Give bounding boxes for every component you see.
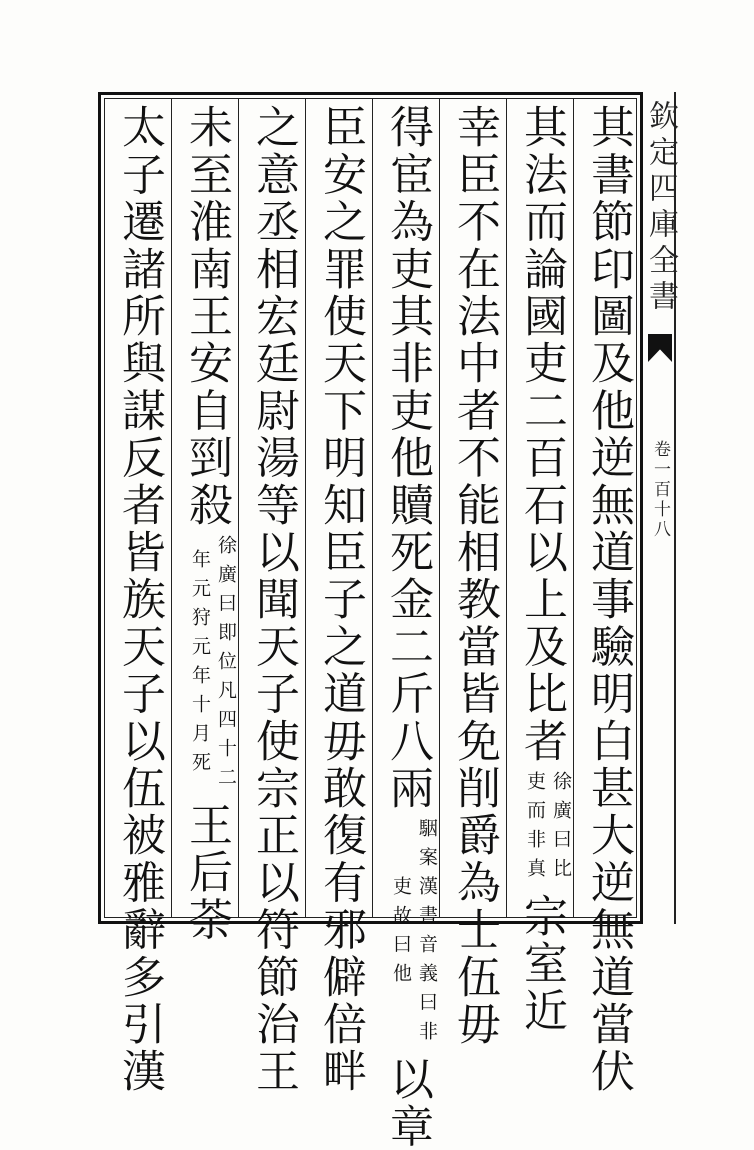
column-text: 得宦為吏其非吏他贖死金二斤八兩 [382, 104, 433, 812]
juan-number: 卷一百十八 [650, 440, 670, 540]
text-column-6 [243, 104, 303, 1096]
column-divider [372, 98, 373, 918]
book-title: 欽定四庫全書 [643, 100, 678, 316]
text-column-1 [578, 104, 638, 1096]
column-text: 其書節印圖及他逆無道事驗明白甚大逆無道當伏 [583, 104, 634, 1096]
text-column-5 [310, 104, 370, 1096]
column-divider [439, 98, 440, 918]
note-line-left: 年元狩元年十月死 [189, 549, 211, 782]
column-text: 未至淮南王安自剄殺 [181, 104, 232, 529]
fishtail-mark [648, 334, 672, 362]
column-text-tail: 以章 [382, 1056, 433, 1150]
text-column-3 [444, 104, 504, 1048]
column-divider [171, 98, 172, 918]
text-column-4 [377, 104, 438, 1150]
column-text-tail: 宗室近 [516, 892, 567, 1035]
column-divider [238, 98, 239, 918]
text-column-7 [176, 104, 237, 944]
column-text: 太子遷諸所與謀反者皆族天子以伍被雅辭多引漢 [114, 104, 165, 1096]
column-text: 幸臣不在法中者不能相教當皆免削爵為士伍毋 [449, 104, 500, 1048]
column-text: 其法而論國吏二百石以上及比者 [516, 104, 567, 765]
text-column-2 [511, 104, 572, 1035]
note-line-right: 徐廣曰比 [550, 770, 572, 887]
text-column-8 [109, 104, 169, 1096]
column-text: 臣安之罪使天下明知臣子之道毋敢復有邪僻倍畔 [315, 104, 366, 1096]
column-text: 之意丞相宏廷尉湯等以聞天子使宗正以符節治王 [248, 104, 299, 1096]
column-divider [573, 98, 574, 918]
note-line-right: 徐廣曰即位凡四十二 [215, 534, 237, 796]
commentary-note [184, 535, 236, 796]
note-line-right: 駰案漢書音義曰非 [416, 818, 438, 1050]
note-line-left: 吏故曰他 [390, 876, 412, 992]
note-line-left: 吏而非真 [524, 770, 546, 887]
column-divider [506, 98, 507, 918]
column-text-tail: 王后荼 [181, 801, 232, 944]
column-divider [305, 98, 306, 918]
commentary-note [385, 818, 437, 1050]
commentary-note [519, 771, 571, 887]
